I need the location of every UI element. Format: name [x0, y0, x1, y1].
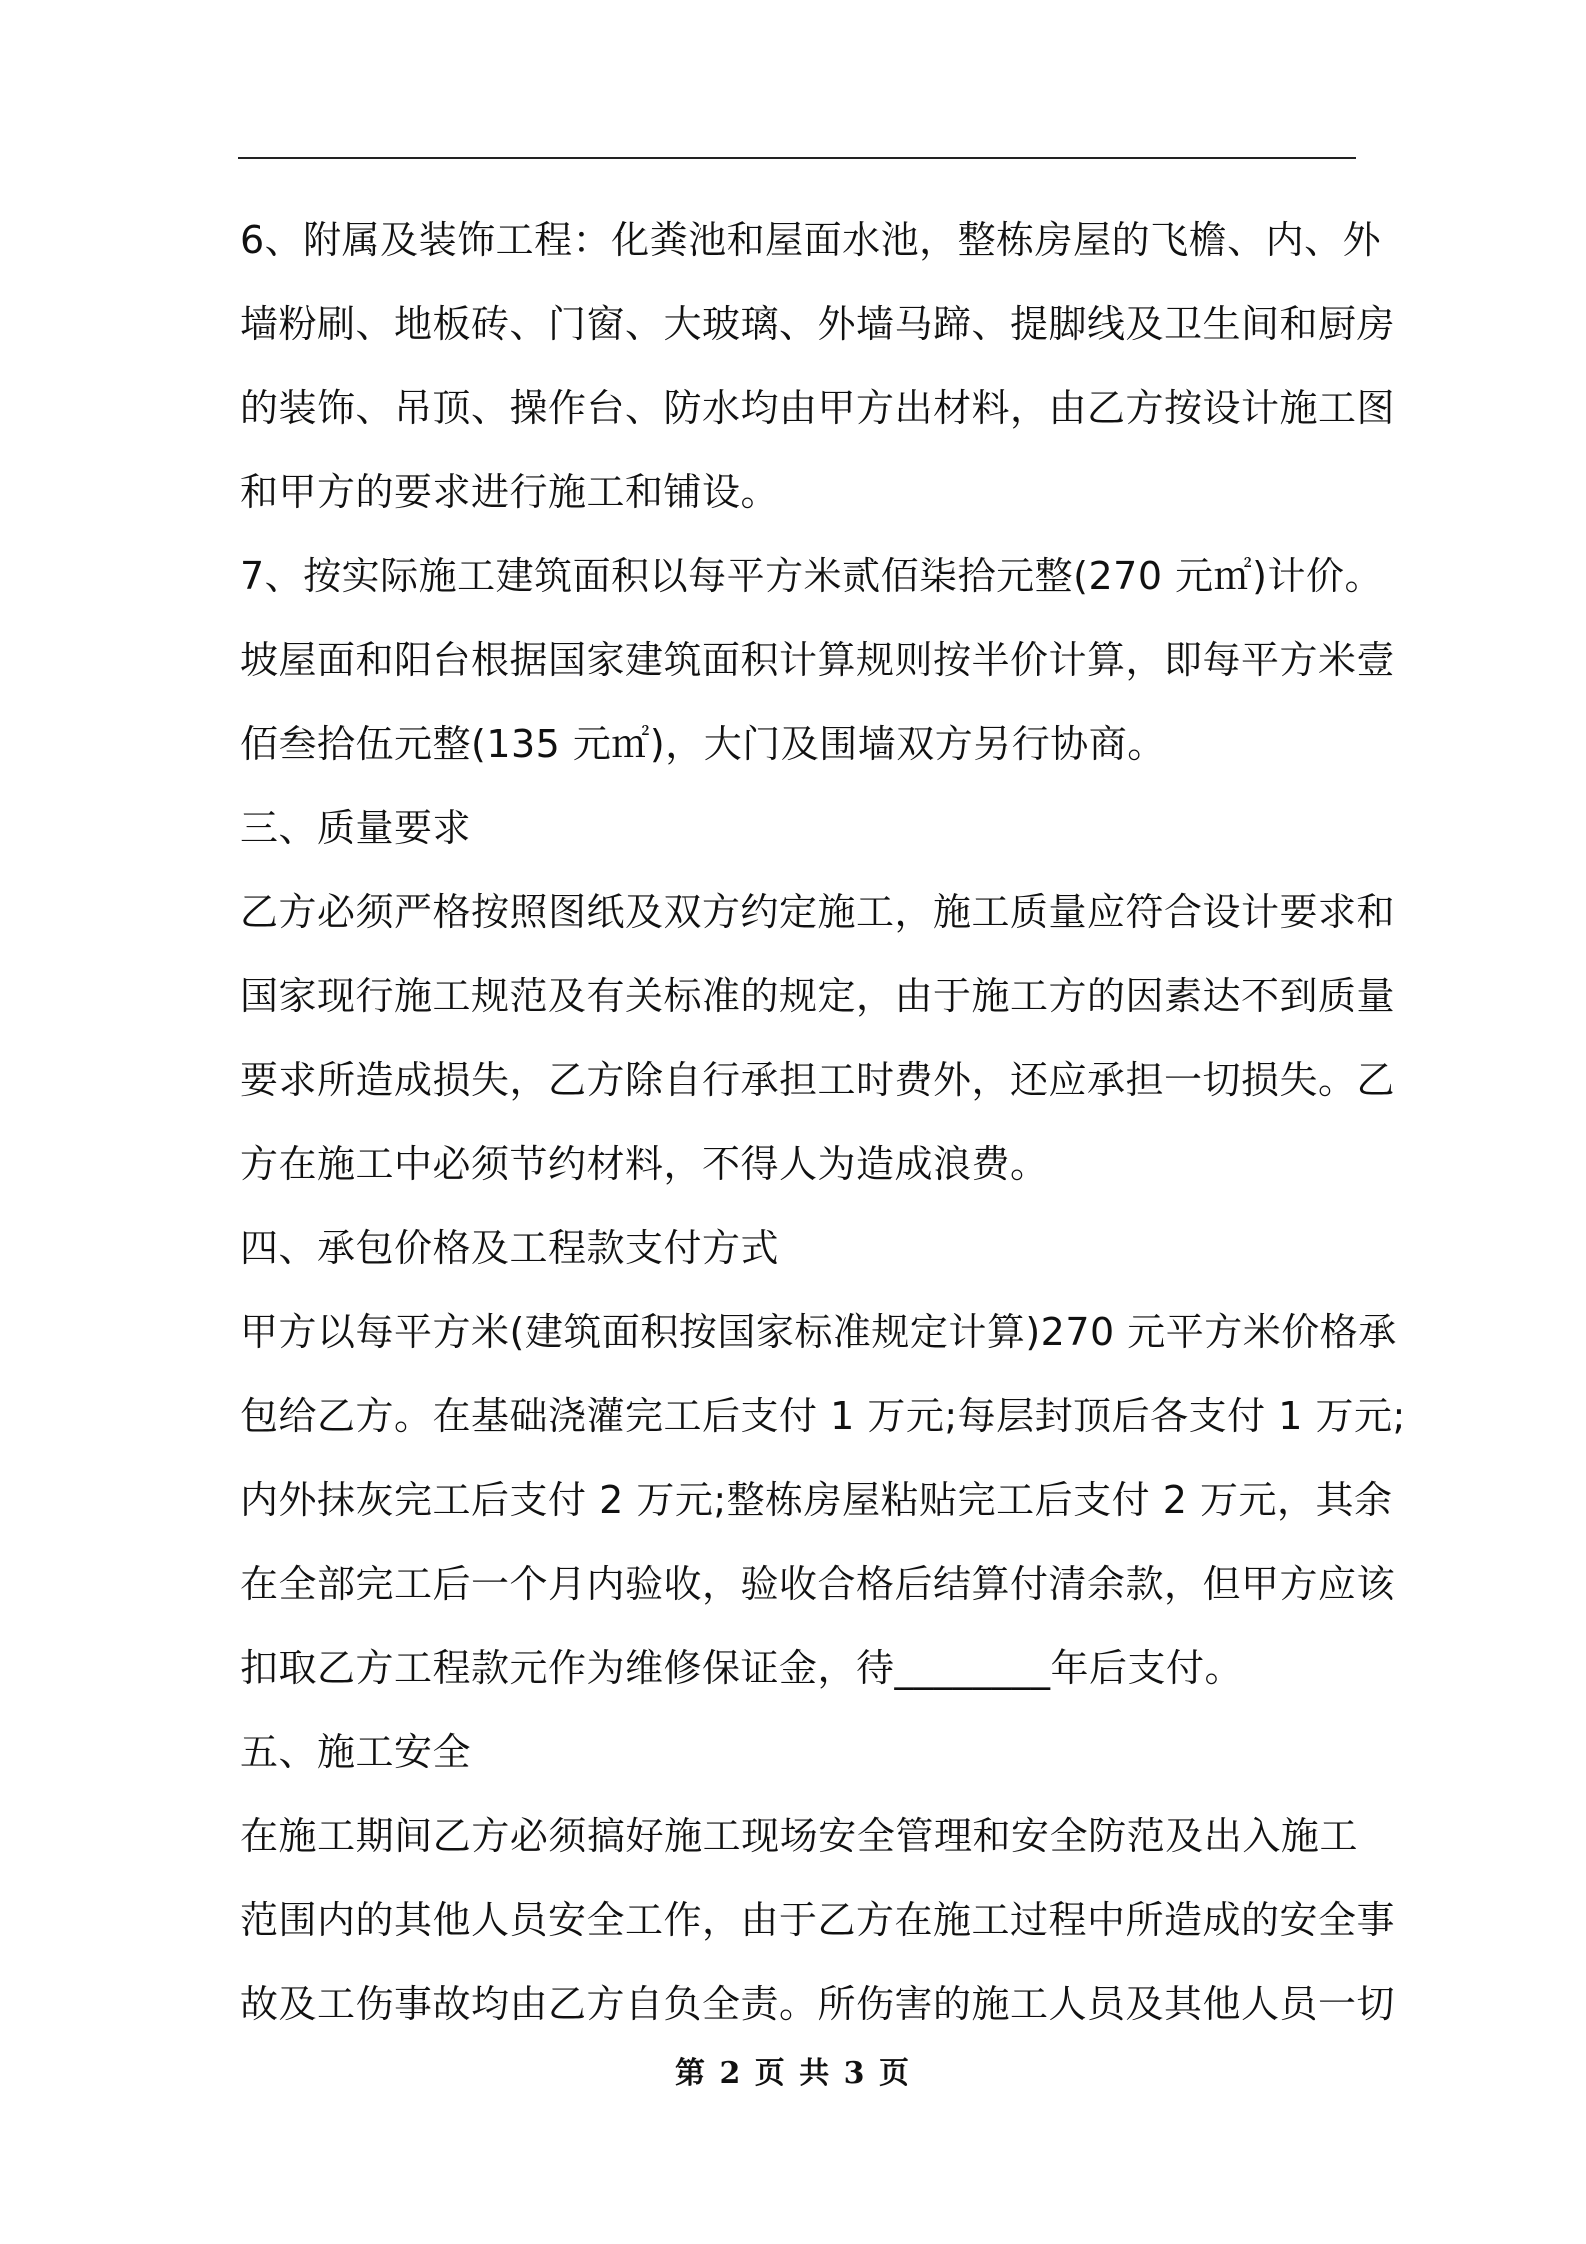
page-number-footer: 第 2 页 共 3 页 — [675, 2056, 911, 2091]
section-heading: 五、施工安全 — [240, 1730, 472, 1774]
body-line: 扣取乙方工程款元作为维修保证金，待________年后支付。 — [240, 1646, 1244, 1690]
body-line: 包给乙方。在基础浇灌完工后支付 1 万元;每层封顶后各支付 1 万元; — [240, 1394, 1406, 1438]
body-line: 范围内的其他人员安全工作，由于乙方在施工过程中所造成的安全事 — [240, 1898, 1396, 1942]
section-heading: 四、承包价格及工程款支付方式 — [240, 1226, 780, 1270]
body-line: 故及工伤事故均由乙方自负全责。所伤害的施工人员及其他人员一切 — [240, 1982, 1396, 2026]
section-heading: 三、质量要求 — [240, 806, 472, 850]
header-rule — [238, 157, 1356, 159]
body-line: 乙方必须严格按照图纸及双方约定施工，施工质量应符合设计要求和 — [240, 890, 1396, 934]
body-line: 的装饰、吊顶、操作台、防水均由甲方出材料，由乙方按设计施工图 — [240, 386, 1396, 430]
body-line: 国家现行施工规范及有关标准的规定，由于施工方的因素达不到质量 — [240, 974, 1396, 1018]
body-line: 佰叁拾伍元整(135 元㎡)，大门及围墙双方另行协商。 — [240, 722, 1166, 766]
body-line: 在全部完工后一个月内验收，验收合格后结算付清余款，但甲方应该 — [240, 1562, 1396, 1606]
body-line: 内外抹灰完工后支付 2 万元;整栋房屋粘贴完工后支付 2 万元，其余 — [240, 1478, 1393, 1522]
body-line: 甲方以每平方米(建筑面积按国家标准规定计算)270 元平方米价格承 — [240, 1310, 1397, 1354]
body-line: 和甲方的要求进行施工和铺设。 — [240, 470, 780, 514]
body-line: 墙粉刷、地板砖、门窗、大玻璃、外墙马蹄、提脚线及卫生间和厨房 — [240, 302, 1396, 346]
body-line: 在施工期间乙方必须搞好施工现场安全管理和安全防范及出入施工 — [240, 1814, 1358, 1858]
body-line: 7、按实际施工建筑面积以每平方米贰佰柒拾元整(270 元㎡)计价。 — [240, 554, 1383, 598]
body-line: 方在施工中必须节约材料，不得人为造成浪费。 — [240, 1142, 1049, 1186]
body-line: 6、附属及装饰工程：化粪池和屋面水池，整栋房屋的飞檐、内、外 — [240, 218, 1382, 262]
body-line: 要求所造成损失，乙方除自行承担工时费外，还应承担一切损失。乙 — [240, 1058, 1396, 1102]
body-line: 坡屋面和阳台根据国家建筑面积计算规则按半价计算，即每平方米壹 — [240, 638, 1396, 682]
